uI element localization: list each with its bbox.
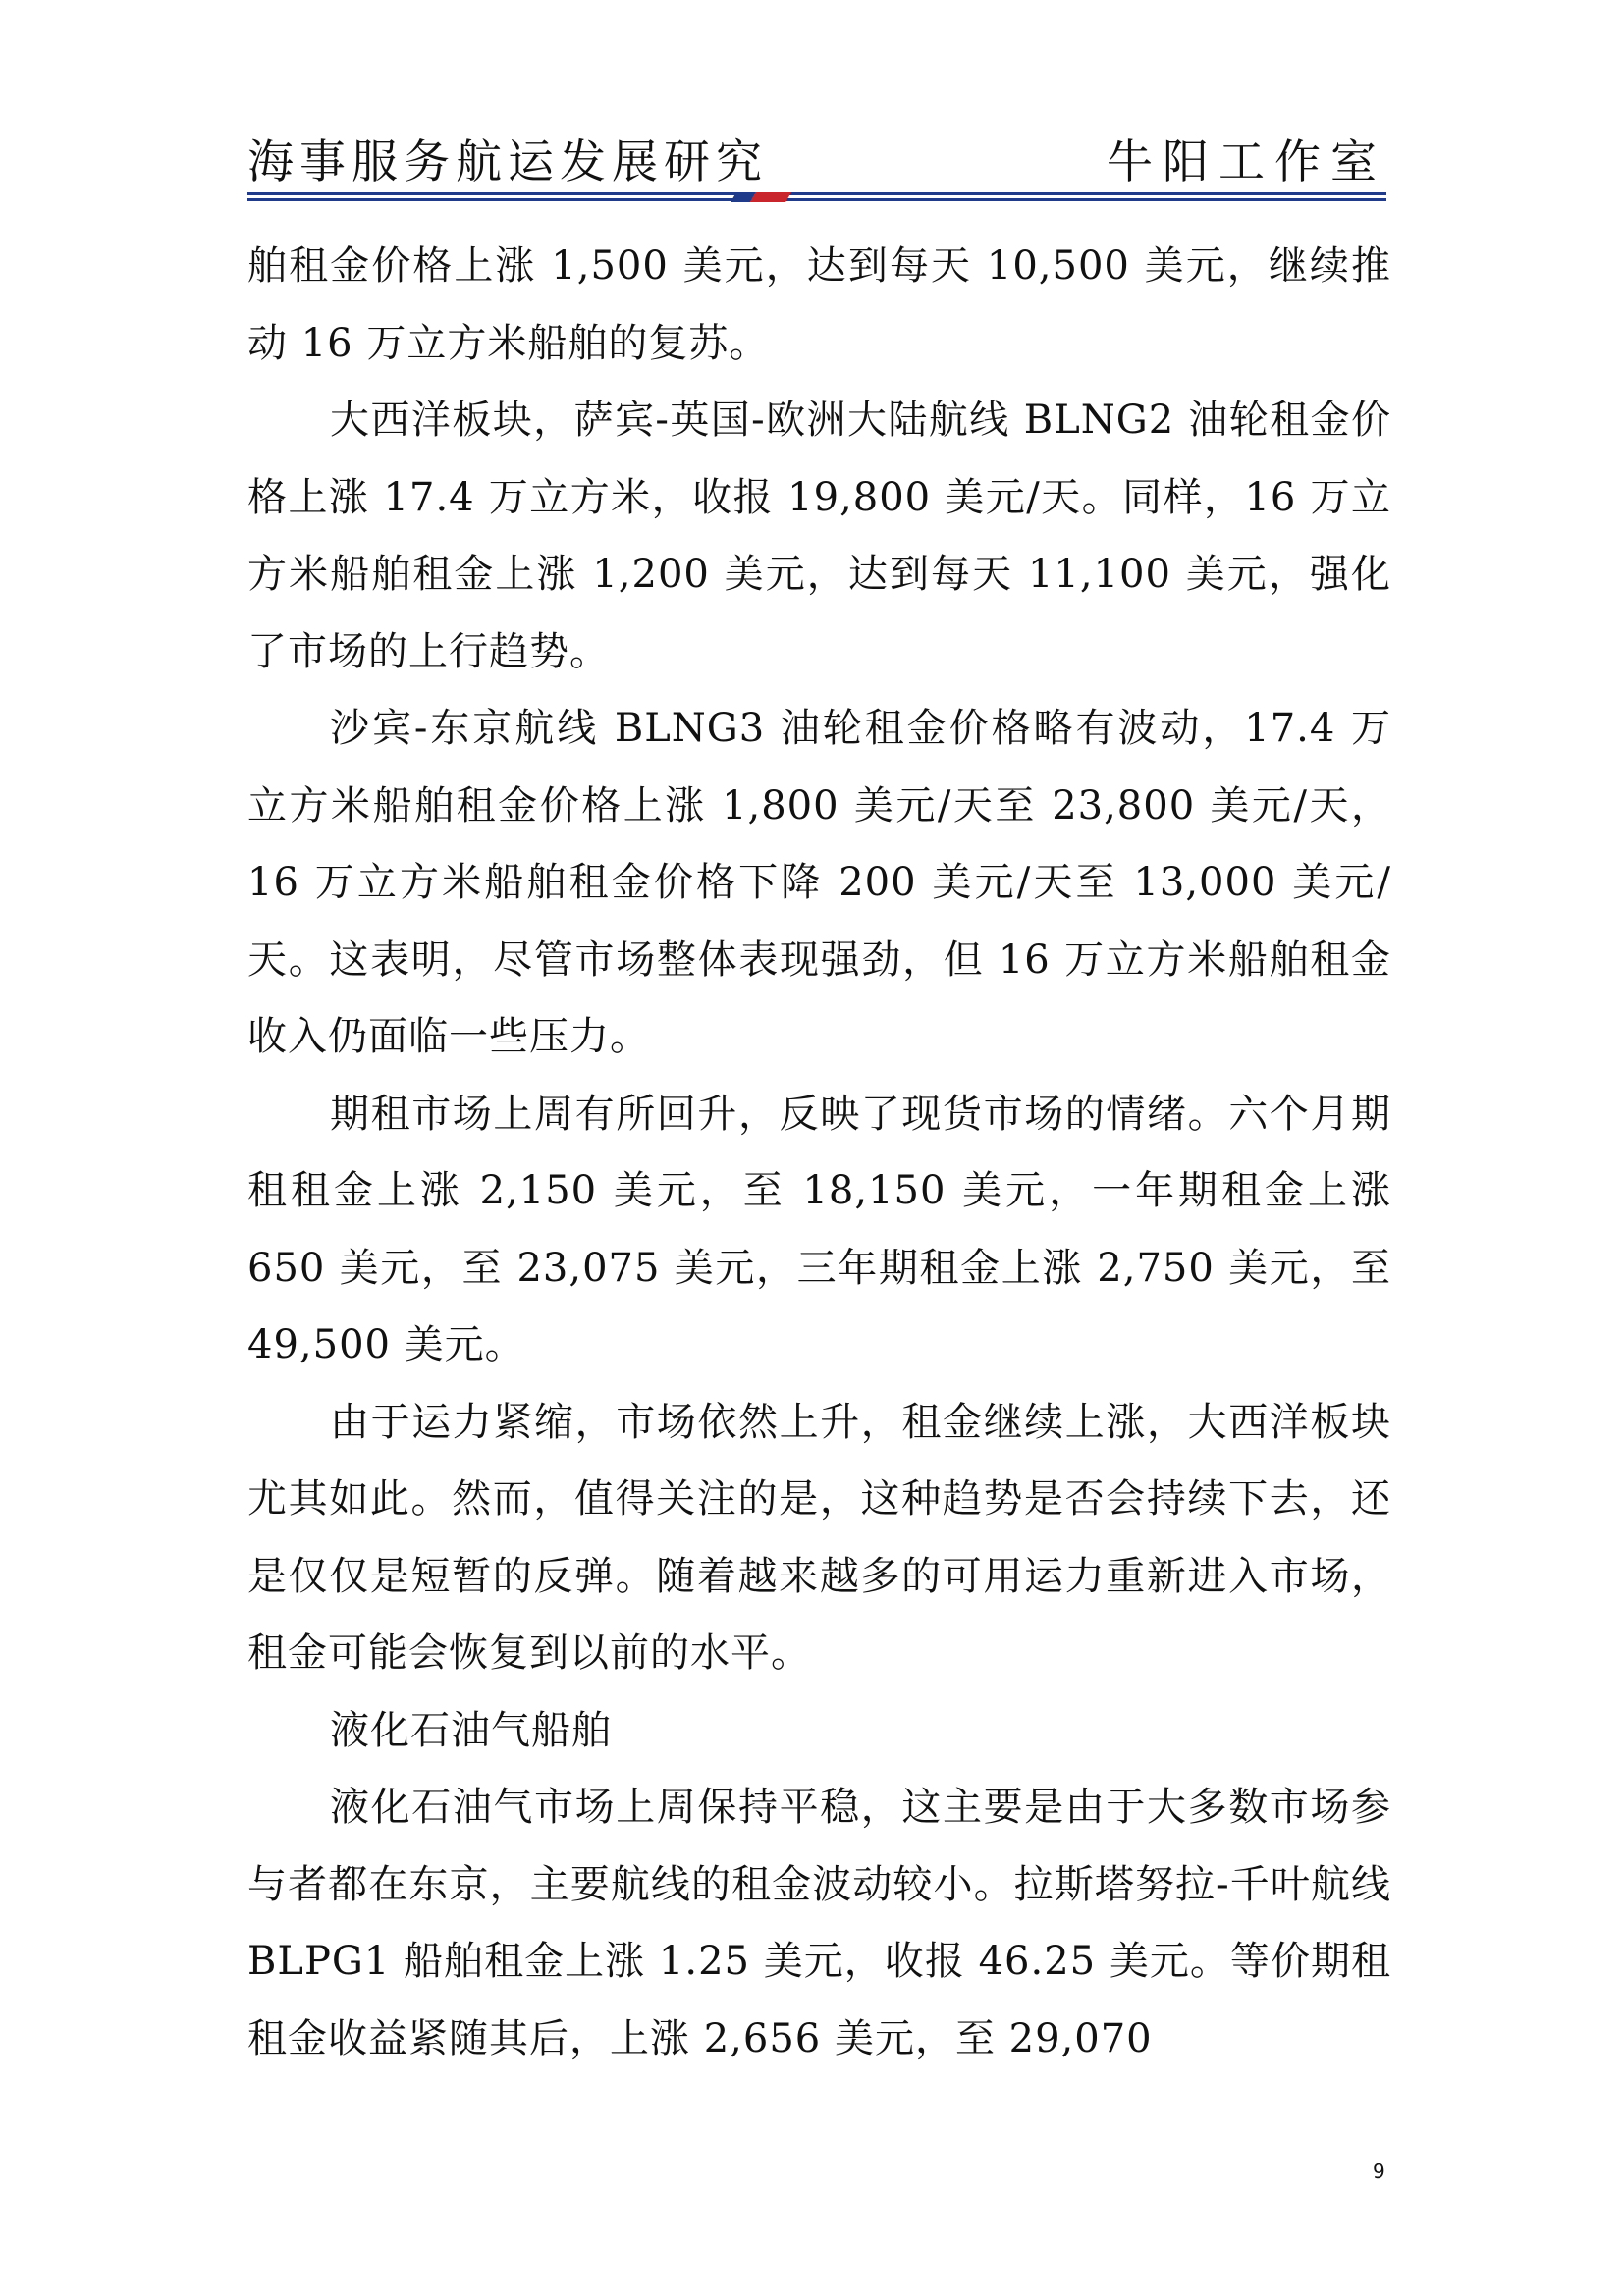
header-divider: [247, 192, 1386, 202]
paragraph: 期租市场上周有所回升，反映了现货市场的情绪。六个月期租租金上涨 2,150 美元，至 18,150 美元，一年期租金上涨 650 美元，至 23,075 美元，三年期租金上涨 2,750 美元，至 49,500 美元。: [247, 1091, 1391, 1367]
paragraph: 大西洋板块，萨宾-英国-欧洲大陆航线 BLNG2 油轮租金价格上涨 17.4 万立方米，收报 19,800 美元/天。同样，16 万立方米船舶租金上涨 1,200 美元，达到每天 11,100 美元，强化了市场的上行趋势。: [247, 398, 1391, 674]
page-number: 9: [1373, 2160, 1385, 2183]
paragraph: 液化石油气市场上周保持平稳，这主要是由于大多数市场参与者都在东京，主要航线的租金波动较小。拉斯塔努拉-千叶航线 BLPG1 船舶租金上涨 1.25 美元，收报 46.25 美元。等价期租租金收益紧随其后，上涨 2,656 美元，至 29,070: [247, 1785, 1391, 2061]
header-rule-line-top: [247, 192, 1386, 195]
paragraph: 舶租金价格上涨 1,500 美元，达到每天 10,500 美元，继续推动 16 万立方米船舶的复苏。: [247, 243, 1391, 366]
body-text: [247, 228, 1391, 2077]
paragraph: 由于运力紧缩，市场依然上升，租金继续上涨，大西洋板块尤其如此。然而，值得关注的是，这种趋势是否会持续下去，还是仅仅是短暂的反弹。随着越来越多的可用运力重新进入市场，租金可能会恢复到以前的水平。: [247, 1399, 1391, 1676]
header-rule-accent: [731, 192, 791, 202]
header-title: 海事服务航运发展研究: [247, 135, 768, 189]
paragraph: 沙宾-东京航线 BLNG3 油轮租金价格略有波动，17.4 万立方米船舶租金价格上涨 1,800 美元/天至 23,800 美元/天，16 万立方米船舶租金价格下降 200 美元/天至 13,000 美元/天。这表明，尽管市场整体表现强劲，但 16 万立方米船舶租金收入仍面临一些压力。: [247, 706, 1391, 1059]
header-studio-name: 牛阳工作室: [1107, 135, 1386, 189]
section-heading: 液化石油气船舶: [330, 1707, 612, 1753]
header-rule-line-bottom: [247, 198, 1386, 201]
